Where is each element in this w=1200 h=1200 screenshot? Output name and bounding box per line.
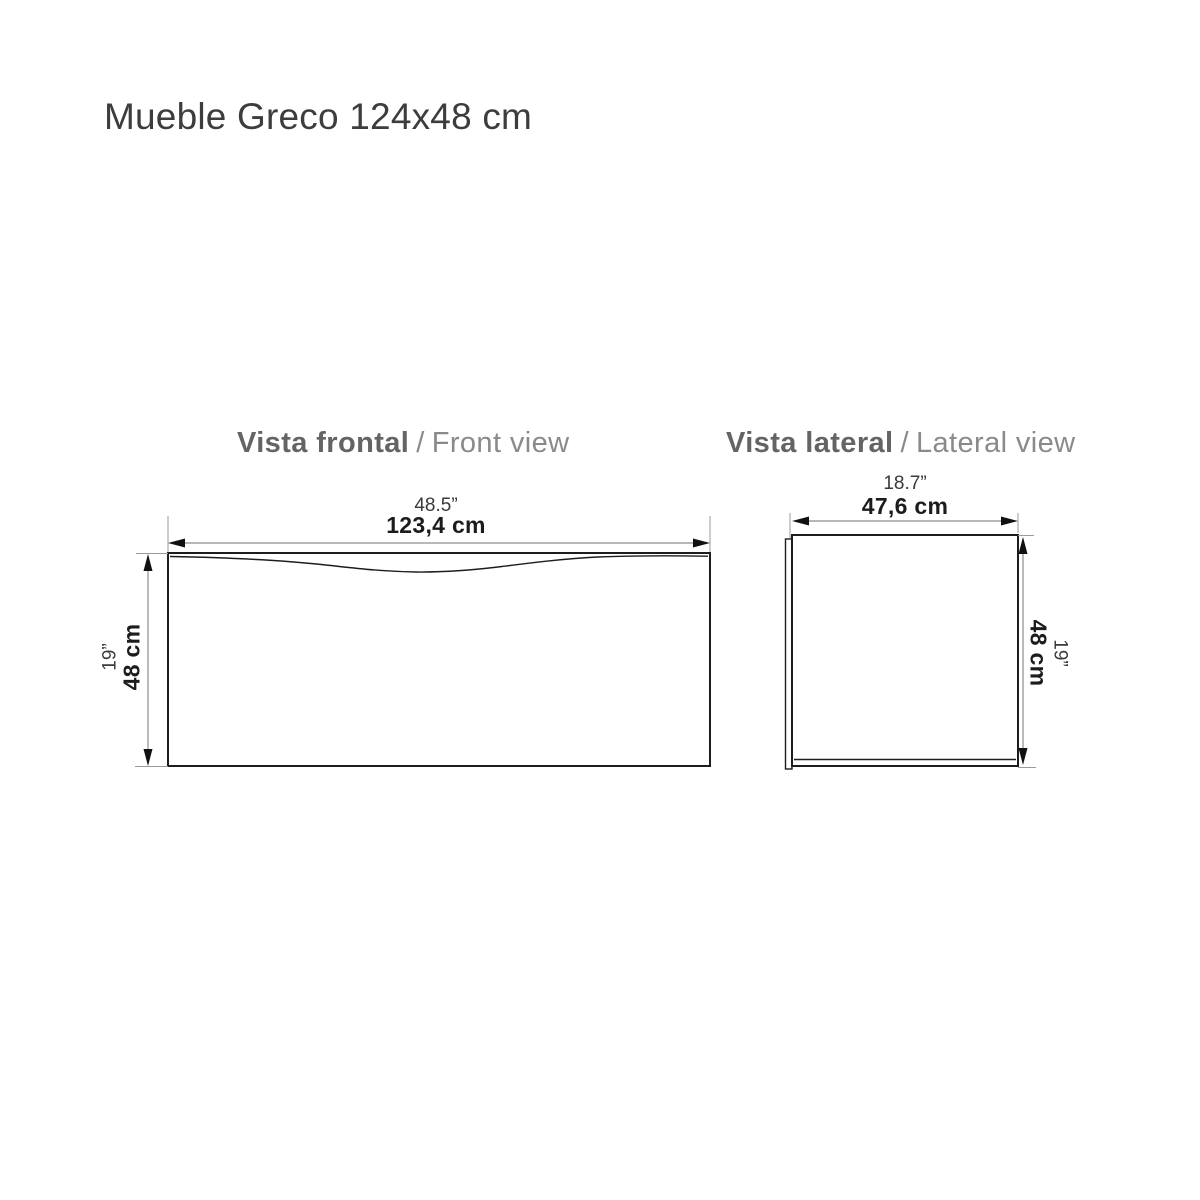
lateral-depth-inches: 18.7”: [883, 473, 927, 494]
front-cabinet-outline: [168, 553, 710, 766]
lateral-height-cm: 48 cm: [1025, 619, 1052, 687]
front-width-inches: 48.5”: [414, 495, 458, 516]
front-view-label-en: Front view: [431, 427, 570, 459]
front-view-label-es: Vista frontal: [237, 427, 410, 459]
lateral-cabinet-outline: [792, 535, 1018, 766]
page-title: Mueble Greco 124x48 cm: [104, 96, 533, 137]
front-view-label: [237, 428, 570, 460]
lateral-view-label-en: Lateral view: [915, 427, 1076, 459]
label-separator: /: [416, 427, 425, 459]
lateral-depth-cm: 47,6 cm: [861, 493, 949, 519]
front-view-drawing: [130, 510, 730, 790]
label-separator: /: [900, 427, 909, 459]
front-height-inches: 19”: [99, 643, 121, 671]
lateral-height-inches: 19”: [1049, 639, 1071, 667]
front-width-cm: 123,4 cm: [386, 512, 486, 538]
lateral-view-label: [726, 428, 1076, 460]
front-height-cm: 48 cm: [118, 623, 145, 691]
lateral-view-label-es: Vista lateral: [726, 427, 894, 459]
